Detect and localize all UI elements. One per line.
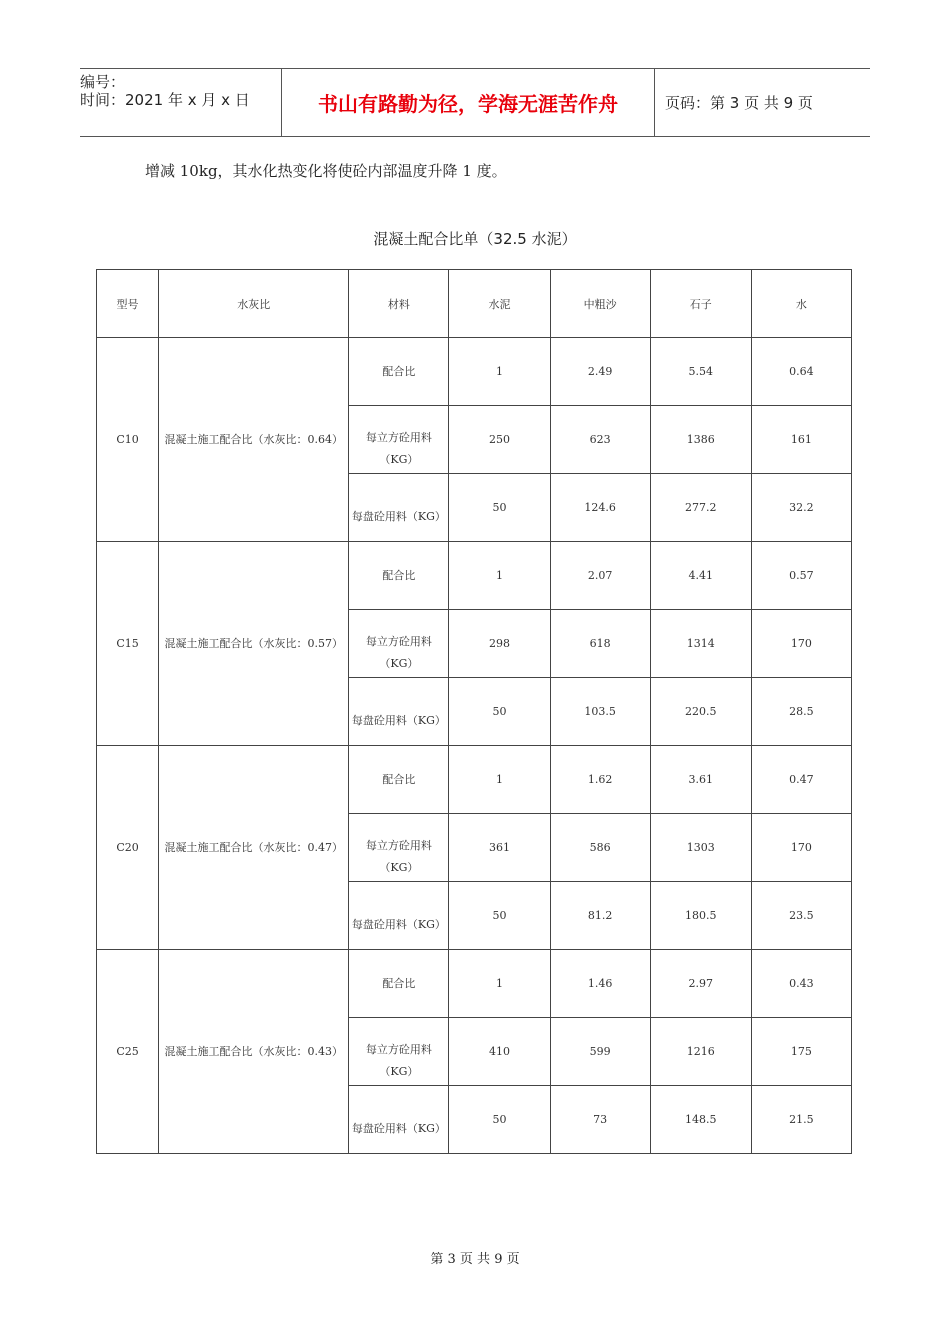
ratio-label-cell [159, 542, 349, 746]
value-cell: 103.5 [550, 678, 650, 746]
value-cell: 2.07 [550, 542, 650, 610]
value-cell: 73 [550, 1086, 650, 1154]
ratio-label: 混凝土施工配合比（水灰比：0.43） [164, 1044, 343, 1058]
value-cell: 618 [550, 610, 650, 678]
value-cell: 0.57 [751, 542, 851, 610]
ratio-label: 混凝土施工配合比（水灰比：0.64） [164, 432, 343, 446]
value-cell: 1314 [650, 610, 751, 678]
material-cell [349, 1086, 449, 1154]
value-cell: 50 [449, 1086, 550, 1154]
value-cell: 1303 [650, 814, 751, 882]
value-cell: 161 [751, 406, 851, 474]
material-label: 每盘砼用料（KG） [351, 509, 446, 523]
header-material: 材料 [349, 270, 449, 338]
material-cell [349, 610, 449, 678]
ratio-label-cell [159, 950, 349, 1154]
ratio-label-cell [159, 746, 349, 950]
material-label: 配合比 [382, 364, 416, 378]
value-cell: 1216 [650, 1018, 751, 1086]
value-cell: 148.5 [650, 1086, 751, 1154]
header-grade: 型号 [97, 270, 159, 338]
value-cell: 5.54 [650, 338, 751, 406]
ratio-label-cell [159, 338, 349, 542]
value-cell: 0.64 [751, 338, 851, 406]
table-row [97, 746, 852, 814]
document-number-label: 编号： [80, 73, 126, 91]
material-label: 每立方砼用料（KG） [365, 430, 432, 466]
ratio-label: 混凝土施工配合比（水灰比：0.47） [164, 840, 343, 854]
header-page-info: 页码：第 3 页 共 9 页 [665, 94, 813, 112]
material-cell [349, 882, 449, 950]
page-footer: 第 3 页 共 9 页 [430, 1252, 520, 1267]
value-cell: 599 [550, 1018, 650, 1086]
grade-cell: C15 [97, 542, 159, 746]
value-cell: 0.47 [751, 746, 851, 814]
value-cell: 4.41 [650, 542, 751, 610]
material-cell [349, 542, 449, 610]
value-cell: 1 [449, 338, 550, 406]
value-cell: 180.5 [650, 882, 751, 950]
value-cell: 361 [449, 814, 550, 882]
material-label: 每立方砼用料（KG） [365, 634, 432, 670]
value-cell: 298 [449, 610, 550, 678]
header-motto: 书山有路勤为径，学海无涯苦作舟 [282, 69, 655, 136]
value-cell: 1 [449, 950, 550, 1018]
value-cell: 277.2 [650, 474, 751, 542]
material-label: 每盘砼用料（KG） [351, 713, 446, 727]
value-cell: 28.5 [751, 678, 851, 746]
table-row [97, 542, 852, 610]
header-cement: 水泥 [449, 270, 550, 338]
value-cell: 124.6 [550, 474, 650, 542]
grade-cell: C25 [97, 950, 159, 1154]
header-stone: 石子 [650, 270, 751, 338]
header-meta [80, 69, 282, 136]
table-row [97, 338, 852, 406]
value-cell: 1.46 [550, 950, 650, 1018]
value-cell: 175 [751, 1018, 851, 1086]
value-cell: 23.5 [751, 882, 851, 950]
material-label: 配合比 [382, 568, 416, 582]
value-cell: 0.43 [751, 950, 851, 1018]
table-row [97, 950, 852, 1018]
value-cell: 50 [449, 882, 550, 950]
material-cell [349, 814, 449, 882]
table-header-row [97, 270, 852, 338]
value-cell: 81.2 [550, 882, 650, 950]
page-header [80, 68, 870, 137]
document-date: 时间：2021 年 x 月 x 日 [80, 91, 250, 109]
material-label: 每立方砼用料（KG） [365, 1042, 432, 1078]
value-cell: 3.61 [650, 746, 751, 814]
value-cell: 410 [449, 1018, 550, 1086]
value-cell: 1386 [650, 406, 751, 474]
table-title: 混凝土配合比单（32.5 水泥） [373, 230, 577, 248]
value-cell: 1 [449, 542, 550, 610]
material-cell [349, 678, 449, 746]
value-cell: 220.5 [650, 678, 751, 746]
header-water-cement-ratio: 水灰比 [159, 270, 349, 338]
material-label: 每盘砼用料（KG） [351, 1121, 446, 1135]
value-cell: 170 [751, 610, 851, 678]
material-cell [349, 338, 449, 406]
value-cell: 170 [751, 814, 851, 882]
header-water: 水 [751, 270, 851, 338]
grade-cell: C10 [97, 338, 159, 542]
value-cell: 586 [550, 814, 650, 882]
value-cell: 2.97 [650, 950, 751, 1018]
header-sand: 中粗沙 [550, 270, 650, 338]
material-label: 每盘砼用料（KG） [351, 917, 446, 931]
intro-paragraph: 增减 10kg，其水化热变化将使砼内部温度升降 1 度。 [145, 162, 507, 180]
value-cell: 50 [449, 474, 550, 542]
value-cell: 1 [449, 746, 550, 814]
material-label: 每立方砼用料（KG） [365, 838, 432, 874]
material-cell [349, 950, 449, 1018]
value-cell: 2.49 [550, 338, 650, 406]
material-cell [349, 1018, 449, 1086]
value-cell: 1.62 [550, 746, 650, 814]
material-cell [349, 406, 449, 474]
value-cell: 250 [449, 406, 550, 474]
ratio-label: 混凝土施工配合比（水灰比：0.57） [164, 636, 343, 650]
material-label: 配合比 [382, 772, 416, 786]
value-cell: 21.5 [751, 1086, 851, 1154]
material-cell [349, 746, 449, 814]
value-cell: 50 [449, 678, 550, 746]
material-cell [349, 474, 449, 542]
value-cell: 623 [550, 406, 650, 474]
grade-cell: C20 [97, 746, 159, 950]
material-label: 配合比 [382, 976, 416, 990]
value-cell: 32.2 [751, 474, 851, 542]
mix-ratio-table [96, 269, 852, 1154]
